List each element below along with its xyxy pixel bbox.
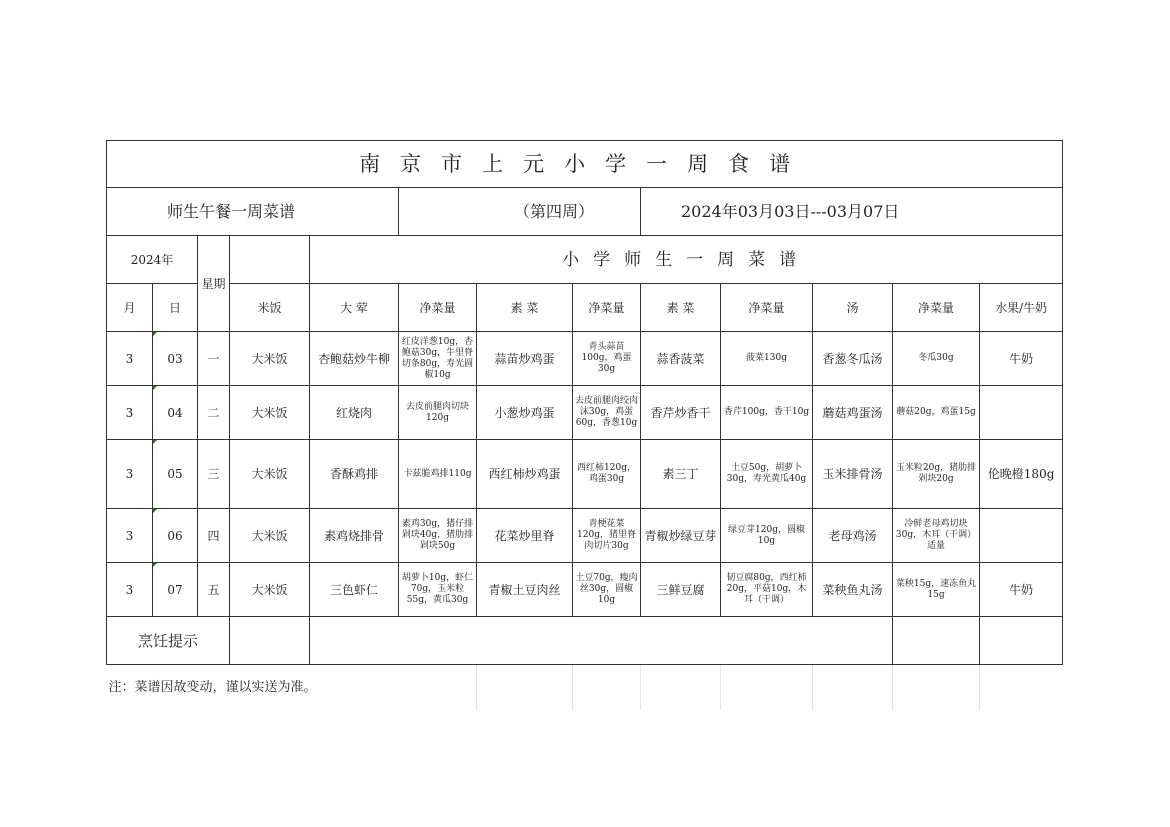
day-cell: 06 — [153, 509, 198, 563]
soup-header: 汤 — [813, 284, 893, 332]
menu-table — [106, 140, 1063, 710]
note-blank — [980, 665, 1063, 711]
veg2-cell: 素三丁 — [641, 440, 721, 509]
veg1-header: 素 菜 — [477, 284, 573, 332]
net4-header: 净菜量 — [893, 284, 980, 332]
month-header: 月 — [107, 284, 153, 332]
month-cell: 3 — [107, 563, 153, 617]
month-cell: 3 — [107, 386, 153, 440]
main-dish-cell: 杏鲍菇炒牛柳 — [310, 332, 399, 386]
soup-qty-cell: 冷鲜老母鸡切块30g，木耳（干调）适量 — [893, 509, 980, 563]
veg2-cell: 蒜香菠菜 — [641, 332, 721, 386]
rice-cell: 大米饭 — [230, 563, 310, 617]
veg1-cell: 小葱炒鸡蛋 — [477, 386, 573, 440]
date-range: 2024年03月03日---03月07日 — [641, 188, 1063, 236]
soup-qty-cell: 冬瓜30g — [893, 332, 980, 386]
veg2-cell: 香芹炒香干 — [641, 386, 721, 440]
year-header: 2024年 — [107, 236, 198, 284]
weekday-cell: 二 — [198, 386, 230, 440]
note-blank — [477, 665, 573, 711]
veg1-qty-cell: 去皮前腿肉绞肉沫30g，鸡蛋60g，香葱10g — [573, 386, 641, 440]
main-qty-cell: 卡兹脆鸡排110g — [399, 440, 477, 509]
weekday-cell: 三 — [198, 440, 230, 509]
table-row — [107, 332, 1063, 386]
main-header: 大 荤 — [310, 284, 399, 332]
fruit-cell — [980, 386, 1063, 440]
day-cell: 05 — [153, 440, 198, 509]
fruit-header: 水果/牛奶 — [980, 284, 1063, 332]
tips-content — [310, 617, 893, 665]
fruit-cell: 牛奶 — [980, 563, 1063, 617]
month-cell: 3 — [107, 440, 153, 509]
table-row — [107, 440, 1063, 509]
main-dish-cell: 三色虾仁 — [310, 563, 399, 617]
day-cell: 04 — [153, 386, 198, 440]
weekday-header: 星期 — [198, 236, 230, 332]
month-cell: 3 — [107, 509, 153, 563]
veg2-cell: 青椒炒绿豆芽 — [641, 509, 721, 563]
main-qty-cell: 去皮前腿肉切块120g — [399, 386, 477, 440]
main-qty-cell: 红皮洋葱10g，杏鲍菇30g，牛里脊切条80g，寿光圆椒10g — [399, 332, 477, 386]
day-cell: 07 — [153, 563, 198, 617]
soup-qty-cell: 菜秧15g，速冻鱼丸15g — [893, 563, 980, 617]
footnote: 注：菜谱因故变动，谨以实送为准。 — [108, 679, 317, 695]
table-row — [107, 563, 1063, 617]
day-header: 日 — [153, 284, 198, 332]
veg2-qty-cell: 菠菜130g — [721, 332, 813, 386]
main-dish-cell: 香酥鸡排 — [310, 440, 399, 509]
soup-cell: 老母鸡汤 — [813, 509, 893, 563]
veg2-cell: 三鲜豆腐 — [641, 563, 721, 617]
net3-header: 净菜量 — [721, 284, 813, 332]
veg1-cell: 蒜苗炒鸡蛋 — [477, 332, 573, 386]
main-qty-cell: 素鸡30g，猪仔排剁块40g，猪肋排剁块50g — [399, 509, 477, 563]
veg1-cell: 青椒土豆肉丝 — [477, 563, 573, 617]
note-blank — [641, 665, 721, 711]
veg1-qty-cell: 青头蒜苗100g，鸡蛋30g — [573, 332, 641, 386]
veg1-cell: 西红柿炒鸡蛋 — [477, 440, 573, 509]
page-title: 南京市上元小学一周食谱 — [107, 141, 1063, 188]
fruit-cell — [980, 509, 1063, 563]
blank-header — [230, 236, 310, 284]
soup-qty-cell: 玉米粒20g，猪肋排剁块20g — [893, 440, 980, 509]
veg1-qty-cell: 青梗花菜120g，猪里脊肉切片30g — [573, 509, 641, 563]
rice-cell: 大米饭 — [230, 386, 310, 440]
section-title: 小学师生一周菜谱 — [310, 236, 1063, 284]
main-dish-cell: 红烧肉 — [310, 386, 399, 440]
net1-header: 净菜量 — [399, 284, 477, 332]
table-row — [107, 386, 1063, 440]
soup-cell: 玉米排骨汤 — [813, 440, 893, 509]
subtitle-left: 师生午餐一周菜谱 — [107, 188, 399, 236]
week-label: （第四周） — [399, 188, 641, 236]
main-dish-cell: 素鸡烧排骨 — [310, 509, 399, 563]
veg2-header: 素 菜 — [641, 284, 721, 332]
rice-header: 米饭 — [230, 284, 310, 332]
rice-cell: 大米饭 — [230, 332, 310, 386]
rice-cell: 大米饭 — [230, 509, 310, 563]
table-row — [107, 509, 1063, 563]
day-cell: 03 — [153, 332, 198, 386]
note-blank — [813, 665, 893, 711]
soup-cell: 香葱冬瓜汤 — [813, 332, 893, 386]
veg1-qty-cell: 土豆70g，瘦肉丝30g，圆椒10g — [573, 563, 641, 617]
veg1-qty-cell: 西红柿120g，鸡蛋30g — [573, 440, 641, 509]
net2-header: 净菜量 — [573, 284, 641, 332]
soup-cell: 蘑菇鸡蛋汤 — [813, 386, 893, 440]
veg2-qty-cell: 绿豆芽120g，圆椒10g — [721, 509, 813, 563]
veg2-qty-cell: 韧豆腐80g，西红柿20g，平菇10g，木耳（干调） — [721, 563, 813, 617]
tips-blank — [980, 617, 1063, 665]
fruit-cell: 伦晚橙180g — [980, 440, 1063, 509]
veg1-cell: 花菜炒里脊 — [477, 509, 573, 563]
soup-qty-cell: 蘑菇20g，鸡蛋15g — [893, 386, 980, 440]
note-blank — [893, 665, 980, 711]
main-qty-cell: 胡萝卜10g，虾仁70g，玉米粒55g，黄瓜30g — [399, 563, 477, 617]
tips-blank — [230, 617, 310, 665]
weekday-cell: 四 — [198, 509, 230, 563]
menu-sheet — [106, 140, 1062, 710]
tips-blank — [893, 617, 980, 665]
fruit-cell: 牛奶 — [980, 332, 1063, 386]
rice-cell: 大米饭 — [230, 440, 310, 509]
month-cell: 3 — [107, 332, 153, 386]
veg2-qty-cell: 土豆50g，胡萝卜30g，寿光黄瓜40g — [721, 440, 813, 509]
note-blank — [721, 665, 813, 711]
cooking-tips-label: 烹饪提示 — [107, 617, 230, 665]
veg2-qty-cell: 香芹100g，香干10g — [721, 386, 813, 440]
note-blank — [573, 665, 641, 711]
weekday-cell: 五 — [198, 563, 230, 617]
weekday-cell: 一 — [198, 332, 230, 386]
soup-cell: 菜秧鱼丸汤 — [813, 563, 893, 617]
